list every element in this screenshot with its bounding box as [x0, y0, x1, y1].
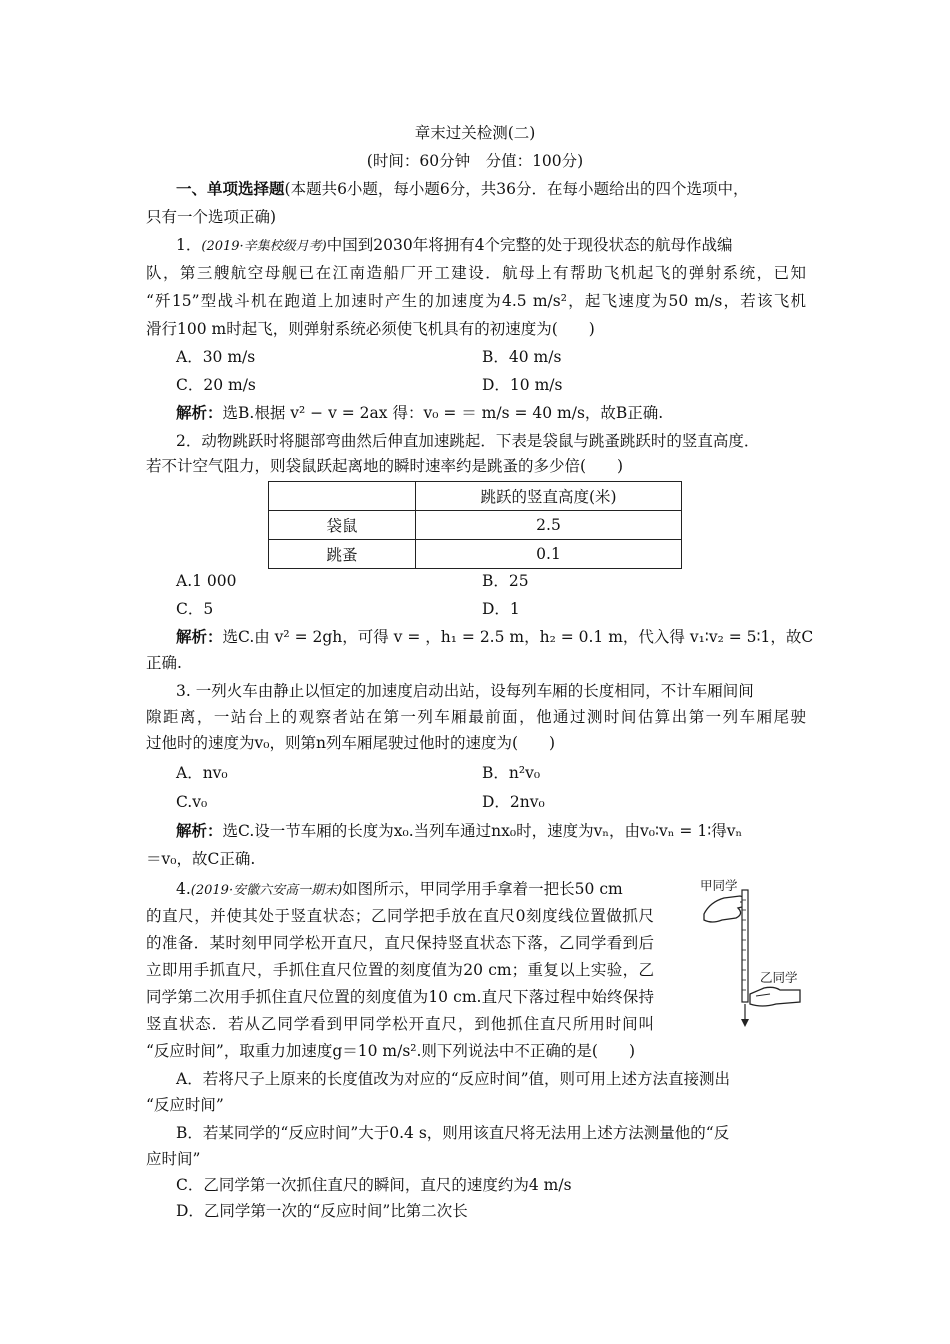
q1-analysis	[176, 402, 663, 424]
q4-text-line: 立即用手抓直尺，手抓住直尺位置的刻度值为20 cm；重复以上实验，乙	[146, 961, 654, 979]
q4-option-c: C．乙同学第一次抓住直尺的瞬间，直尺的速度约为4 m/s	[176, 1176, 572, 1194]
table-cell: 0.1	[416, 540, 682, 569]
jump-height-table	[268, 481, 682, 569]
arrow-down-icon	[741, 1019, 749, 1027]
q2-text-line: 2．动物跳跃时将腿部弯曲然后伸直加速跳起．下表是袋鼠与跳蚤跳跃时的竖直高度．	[176, 432, 760, 450]
q2-option-c: C．5	[176, 600, 214, 618]
q4-option-a: A．若将尺子上原来的长度值改为对应的“反应时间”值，则可用上述方法直接测出	[176, 1070, 731, 1088]
q1-number: 1．	[176, 236, 202, 254]
q1-text: 中国到2030年将拥有4个完整的处于现役状态的航母作战编	[326, 236, 733, 254]
q4-option-b: B．若某同学的“反应时间”大于0.4 s，则用该直尺将无法用上述方法测量他的“反	[176, 1124, 730, 1142]
q3-option-c: C.v₀	[176, 793, 208, 811]
q1-analysis-text: 选B.根据 v² − v = 2ax 得：v₀ = ＝ m/s = 40 m/s，故B正确.	[222, 404, 664, 422]
section-description-cont: 只有一个选项正确)	[146, 208, 277, 226]
q4-option-d: D．乙同学第一次的“反应时间”比第二次长	[176, 1202, 468, 1220]
table-header-cell	[269, 482, 416, 511]
q2-option-a: A.1 000	[176, 572, 237, 590]
q3-analysis	[176, 820, 742, 842]
table-header-cell: 跳跃的竖直高度(米)	[416, 482, 682, 511]
q3-analysis-cont: ＝v₀，故C正确.	[146, 850, 256, 868]
page-subtitle: (时间：60分钟 分值：100分)	[366, 152, 584, 170]
q3-option-d: D．2nv₀	[482, 793, 545, 811]
q4-text-line: 的直尺，并使其处于竖直状态；乙同学把手放在直尺0刻度线位置做抓尺	[146, 907, 654, 925]
q4-text-line: 竖直状态．若从乙同学看到甲同学松开直尺，到他抓住直尺所用时间叫	[146, 1015, 654, 1033]
thumb-icon	[756, 994, 770, 996]
q4-number: 4.	[176, 880, 191, 898]
q1-text-line: 滑行100 m时起飞，则弹射系统必须使飞机具有的初速度为( )	[146, 320, 595, 338]
q4-text-line: 的准备．某时刻甲同学松开直尺，直尺保持竖直状态下落，乙同学看到后	[146, 934, 654, 952]
q2-option-b: B．25	[482, 572, 529, 590]
table-cell: 袋鼠	[269, 511, 416, 540]
hand-b-icon	[750, 987, 800, 1006]
q3-option-b: B．n²v₀	[482, 764, 541, 782]
q4-source: (2019·安徽六安高一期末)	[190, 883, 343, 898]
q1-option-d: D．10 m/s	[482, 376, 563, 394]
section-description: (本题共6小题，每小题6分，共36分．在每小题给出的四个选项中，	[284, 180, 749, 198]
q2-text-line: 若不计空气阻力，则袋鼠跃起离地的瞬时速率约是跳蚤的多少倍( )	[146, 457, 624, 475]
q4-option-a-cont: “反应时间”	[146, 1096, 224, 1114]
q4-option-b-cont: 应时间”	[146, 1150, 201, 1168]
figure-label-student-a: 甲同学	[700, 878, 738, 893]
q3-analysis-text: 选C.设一节车厢的长度为x₀.当列车通过nx₀时，速度为vₙ，由v₀∶vₙ = 1∶得vₙ	[222, 822, 743, 840]
table-row	[269, 511, 682, 540]
table-header-row	[269, 482, 682, 511]
analysis-label: 解析：	[176, 821, 223, 840]
hand-a-icon	[704, 896, 746, 922]
q1-text-line: “歼15”型战斗机在跑道上加速时产生的加速度为4.5 m/s²，起飞速度为50 m/s，若该飞机	[146, 292, 806, 310]
table-cell: 2.5	[416, 511, 682, 540]
q4-line	[176, 878, 623, 902]
analysis-label: 解析：	[176, 403, 223, 422]
q1-option-b: B．40 m/s	[482, 348, 562, 366]
q2-analysis-cont: 正确.	[146, 654, 182, 672]
q2-analysis-text: 选C.由 v² = 2gh，可得 v = ，h₁ = 2.5 m，h₂ = 0.1 m，代入得 v₁∶v₂ = 5∶1，故C	[222, 628, 814, 646]
ruler-drop-figure	[700, 876, 812, 1032]
q2-analysis	[176, 626, 813, 648]
q4-text: 如图所示，甲同学用手拿着一把长50 cm	[342, 880, 623, 898]
q3-text-line: 隙距离，一站台上的观察者站在第一列车厢最前面，他通过测时间估算出第一列车厢尾驶	[146, 708, 806, 726]
q1-source: (2019·辛集校级月考)	[201, 239, 327, 254]
ruler-icon	[742, 890, 748, 1002]
table-cell: 跳蚤	[269, 540, 416, 569]
q4-text-line: 同学第二次用手抓住直尺位置的刻度值为10 cm.直尺下落过程中始终保持	[146, 988, 654, 1006]
q1-option-a: A．30 m/s	[176, 348, 256, 366]
q1-option-c: C．20 m/s	[176, 376, 256, 394]
section-heading-line	[176, 178, 749, 200]
section-heading: 一、单项选择题	[176, 179, 285, 198]
q1-line	[176, 234, 733, 258]
q1-text-line: 队，第三艘航空母舰已在江南造船厂开工建设．航母上有帮助飞机起飞的弹射系统，已知	[146, 264, 806, 282]
q3-text-line: 过他时的速度为v₀，则第n列车厢尾驶过他时的速度为( )	[146, 734, 556, 752]
table-row	[269, 540, 682, 569]
ruler-drop-drawing	[700, 876, 812, 1032]
q4-text-line: “反应时间”，取重力加速度g＝10 m/s².则下列说法中不正确的是( )	[146, 1042, 636, 1060]
q2-option-d: D．1	[482, 600, 520, 618]
q3-option-a: A．nv₀	[176, 764, 228, 782]
q3-text-line: 3. 一列火车由静止以恒定的加速度启动出站，设每列车厢的长度相同，不计车厢间间	[176, 682, 754, 700]
page-title: 章末过关检测(二)	[414, 124, 536, 142]
figure-label-student-b: 乙同学	[760, 970, 798, 985]
analysis-label: 解析：	[176, 627, 223, 646]
